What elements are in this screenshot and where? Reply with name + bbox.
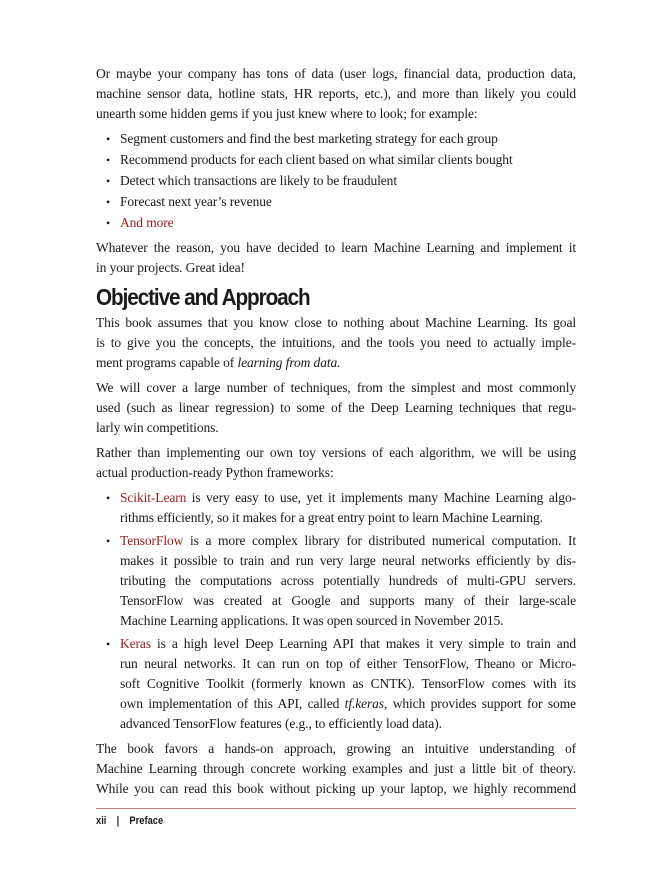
tensorflow-link[interactable]: TensorFlow	[120, 533, 184, 548]
section-name: Preface	[129, 815, 164, 827]
text-line: We will cover a large number of techniques, from the simplest and most commonly	[96, 380, 576, 395]
text-line: is to give you the concepts, the intuitions, and the tools you need to actually imple-	[96, 335, 576, 350]
text-line: Or maybe your company has tons of data (user logs, financial data, production data,	[96, 66, 576, 81]
paragraph-hands-on	[96, 739, 576, 799]
section-heading: Objective and Approach	[96, 284, 310, 310]
text-line: in your projects. Great idea!	[96, 260, 245, 275]
text-line: While you can read this book without picking up your laptop, we highly recommend	[96, 781, 576, 796]
page-number: xii	[96, 815, 107, 827]
italic-code: tf.keras	[344, 696, 384, 711]
paragraph-techniques	[96, 378, 576, 438]
list-item-keras: • Keras is a high level Deep Learning API that makes it very simple to train and run neural networks. It can run on top of either TensorFlow, Theano or Micro- soft Cognitive Toolkit (formerly known as CNTK). TensorFlow comes with its own implementation of this API, called tf.keras, which provides support for some advanced TensorFlow features (e.g., to efficiently load data).	[96, 634, 576, 734]
frameworks-list	[96, 488, 576, 734]
text-line: machine sensor data, hotline stats, HR reports, etc.), and more than likely you could	[96, 86, 576, 101]
text-line: This book assumes that you know close to nothing about Machine Learning. Its goal	[96, 315, 576, 330]
list-item	[96, 213, 576, 233]
text-line: used (such as linear regression) to some of the Deep Learning techniques that regu-	[96, 400, 576, 415]
footer-separator: |	[116, 815, 120, 827]
page-footer	[96, 814, 163, 828]
text-line: actual production-ready Python frameworks:	[96, 465, 334, 480]
text-line: unearth some hidden gems if you just knew where to look; for example:	[96, 106, 478, 121]
keras-link[interactable]: Keras	[120, 636, 151, 651]
text-line: Machine Learning through concrete working examples and just a little bit of theory.	[96, 761, 576, 776]
text-line: ment programs capable of learning from data.	[96, 355, 341, 370]
paragraph-assumes	[96, 313, 576, 373]
list-item-scikit-learn: • Scikit-Learn is very easy to use, yet it implements many Machine Learning algo- rithms efficiently, so it makes for a great entry point to learn Machine Learning.	[96, 488, 576, 528]
italic-phrase: learning from data.	[237, 355, 341, 370]
list-item-tensorflow: • TensorFlow is a more complex library for distributed numerical computation. It makes it possible to train and run very large neural networks efficiently by dis- tributing the computations across potentially hundreds of multi-GPU servers. TensorFlow was created at Google and supports many of their large-scale Machine Learning applications. It was open sourced in November 2015.	[96, 531, 576, 631]
paragraph-intro	[96, 64, 576, 124]
list-item: • Forecast next year’s revenue	[96, 192, 576, 212]
text-line: Whatever the reason, you have decided to learn Machine Learning and implement it	[96, 240, 576, 255]
list-item: • Detect which transactions are likely to be fraudulent	[96, 171, 576, 191]
scikit-learn-link[interactable]: Scikit-Learn	[120, 490, 187, 505]
page-body	[96, 64, 576, 804]
paragraph-reason	[96, 238, 576, 278]
footer-divider	[96, 808, 576, 809]
text-line: larly win competitions.	[96, 420, 219, 435]
paragraph-frameworks	[96, 443, 576, 483]
text-line: Rather than implementing our own toy versions of each algorithm, we will be using	[96, 445, 576, 460]
list-item: • Recommend products for each client based on what similar clients bought	[96, 150, 576, 170]
examples-list	[96, 129, 576, 233]
list-item: • Segment customers and find the best marketing strategy for each group	[96, 129, 576, 149]
text-line: The book favors a hands-on approach, growing an intuitive understanding of	[96, 741, 576, 756]
and-more-link[interactable]: • And more	[120, 215, 174, 230]
